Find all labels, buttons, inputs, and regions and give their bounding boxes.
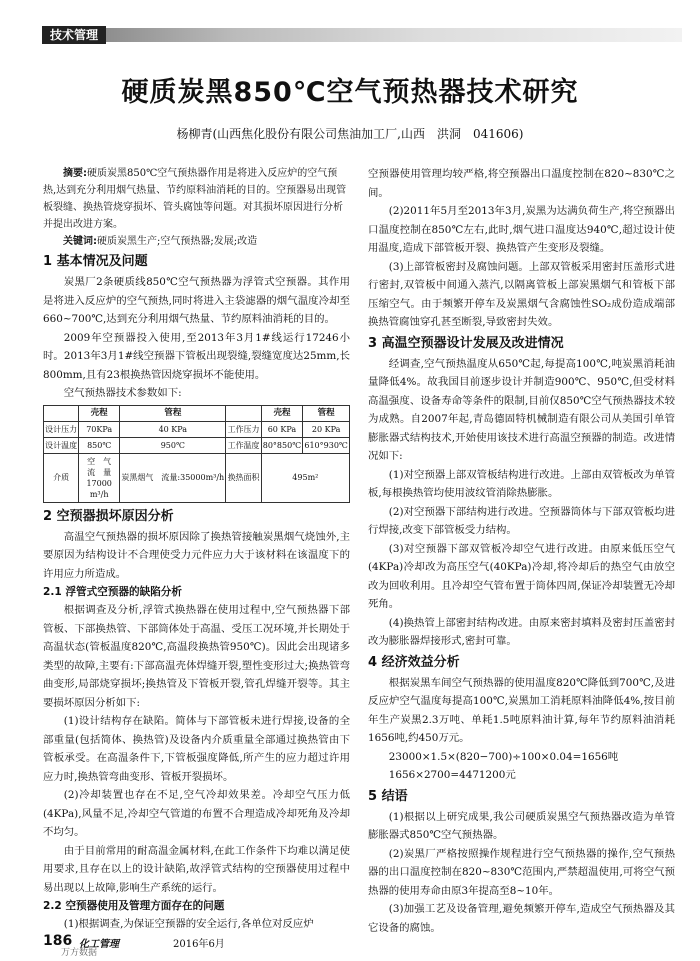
table-cell: 设计温度 (44, 437, 79, 453)
abstract (43, 165, 350, 233)
table-header-cell (44, 405, 79, 421)
formula: 1656×2700=4471200元 (388, 769, 516, 781)
table-cell: 20 KPa (303, 421, 350, 437)
keywords-text: 硬质炭黑生产;空气预热器;发展;改造 (97, 236, 258, 247)
paragraph: (2)冷却装置也存在不足,空气冷却效果差。冷却空气压力低(4KPa),风量不足,冷却空气管道的布置不合理造成冷却死角及冷却不均匀。 (43, 789, 350, 838)
page-footer (43, 931, 683, 958)
paragraph: 根据炭黑车间空气预热器的使用温度820℃降低到700℃,及进反应炉空气温度每提高100℃,炭黑加工消耗原料油降低4%,按目前年生产炭黑2.3万吨、单耗1.5吨原料油计算,每年节约原料油消耗1656吨,约450万元。 (368, 676, 675, 744)
abstract-text: 硬质炭黑850℃空气预热器作用是将进入反应炉的空气预热,达到充分利用烟气热量、节约原料油消耗的目的。空预器易出现管板裂缝、换热管烧穿损坏、管头腐蚀等问题。对其损坏原因进行分析并提出改进方案。 (43, 168, 347, 230)
formula: 23000×1.5×(820−700)÷100×0.04=1656吨 (388, 750, 619, 763)
table-header-cell: 壳程 (261, 405, 303, 421)
table-header-cell (226, 405, 261, 421)
author-line: 杨柳青(山西焦化股份有限公司焦油加工厂,山西 洪洞 041606) (176, 127, 524, 141)
paragraph: (1)设计结构存在缺陷。简体与下部管板未进行焊接,设备的全部重量(包括简体、换热管)及设备内介质重量全部通过换热管由下管板承受。在高温条件下,下管板强度降低,所产生的应力超过许用应力时,换热管弯曲变形、管板开裂损坏。 (43, 715, 350, 783)
paragraph: 炭黑厂2条硬质线850℃空气预热器为浮管式空预器。其作用是将进入反应炉的空气预热,同时将进入主袋滤器的烟气温度冷却至660~700℃,达到充分利用烟气热量、节约原料油消耗的目的。 (43, 276, 350, 325)
section-4-title: 4 经济效益分析 (368, 654, 460, 670)
table-cell: 设计压力 (44, 421, 79, 437)
section-5-title: 5 结语 (368, 788, 408, 804)
table-header-cell: 管程 (303, 405, 350, 421)
paragraph: 空气预热器技术参数如下: (63, 387, 182, 399)
table-row (44, 453, 350, 502)
paragraph: 高温空气预热器的损坏原因除了换热管接触炭黑烟气烧蚀外,主要原因为结构设计不合理使受力元件应力大于该材料在该温度下的许用应力所造成。 (43, 530, 350, 580)
paragraph: (3)对空预器下部双管板冷却空气进行改进。由原来低压空气(4KPa)冷却改为高压空气(40KPa)冷却,将冷却后的热空气由放空改为回收利用。且冷却空气管布置于筒体四周,保证冷却装置无冷却死角。 (368, 542, 675, 610)
table-cell: 炭黑烟气 流量:35000m³/h (120, 453, 226, 502)
journal-name: 化工管理 (79, 939, 119, 950)
table-cell: 70KPa (79, 421, 120, 437)
table-header-row (44, 405, 350, 421)
watermark: 万方数据 (61, 948, 98, 958)
table-cell: 850℃ (79, 437, 120, 453)
table-cell: 40 KPa (120, 421, 226, 437)
abstract-label: 摘要: (63, 168, 87, 179)
section-1-title: 1 基本情况及问题 (43, 254, 148, 269)
keywords-label: 关键词: (63, 236, 97, 247)
paragraph: (2)炭黑厂严格按照操作规程进行空气预热器的操作,空气预热器的出口温度控制在820~830℃范围内,严禁超温使用,可将空气预热器的使用寿命由原3年提高至8~10年。 (368, 847, 675, 897)
article-title: 硬质炭黑850℃空气预热器技术研究 (121, 77, 579, 108)
table-cell: 换热面积 (226, 453, 261, 502)
table-cell: 950℃ (120, 437, 226, 453)
section-2-title: 2 空预器损坏原因分析 (43, 508, 174, 524)
paragraph: (2)2011年5月至2013年3月,炭黑为达满负荷生产,将空预器出口温度控制在850℃左右,此时,烟气进口温度达940℃,超过设计使用温度,造成下部管板开裂、换热管产生变形及裂缝。 (368, 205, 675, 254)
table-cell: 工作温度 (226, 437, 261, 453)
section-2-1-title: 2.1 浮管式空预器的缺陷分析 (43, 586, 182, 598)
page-header (0, 0, 700, 46)
paragraph: (4)换热管上部密封结构改进。由原来密封填料及密封压盖密封改为膨胀器焊接形式,密封可靠。 (368, 616, 675, 647)
paragraph: (3)上部管板密封及腐蚀问题。上部双管板采用密封压盖形式进行密封,双管板中间通入蒸汽,以隔离管板上部炭黑烟气和管板下部压缩空气。由于频繁开停车及炭黑烟气含腐蚀性SO₂成份造成端部换热管腐蚀穿孔甚至断裂,导致密封失效。 (368, 260, 675, 328)
table-header-cell: 壳程 (79, 405, 120, 421)
table-cell: 介质 (44, 453, 79, 502)
paragraph: 经调查,空气预热温度从650℃起,每提高100℃,吨炭黑消耗油量降低4%。故我国目前逐步设计并制造900℃、950℃,但受材料高温强度、设备寿命等条件的限制,目前仅850℃空气预热器技术较为成熟。自2007年起,青岛德固特机械制造有限公司从美国引单管膨胀器式结构技术,开始使用该技术进行高温空预器的制造。改进情况如下: (368, 357, 675, 462)
table-cell: 610°930℃ (303, 437, 350, 453)
issue-date: 2016年6月 (173, 939, 225, 950)
table-header-cell: 管程 (120, 405, 226, 421)
paragraph: 2009年空预器投入使用,至2013年3月1#线运行17246小时。2013年3月1#线空预器下管板出现裂缝,裂缝宽度达25mm,长800mm,且有23根换热管因烧穿损坏不能使用。 (43, 331, 350, 381)
paragraph: (1)对空预器上部双管板结构进行改进。上部由双管板改为单管板,每根换热管均使用波纹管消除热膨胀。 (368, 468, 675, 499)
table-row (44, 437, 350, 453)
paragraph: (3)加强工艺及设备管理,避免频繁开停车,造成空气预热器及其它设备的腐蚀。 (368, 903, 675, 934)
keywords (43, 233, 350, 250)
paragraph: 由于目前常用的耐高温金属材料,在此工作条件下均难以满足使用要求,且存在以上的设计缺陷,故浮管式结构的空预器使用过程中易出现以上故障,影响生产系统的运行。 (43, 844, 350, 894)
right-column (368, 165, 675, 937)
parameter-table (43, 405, 350, 503)
header-gradient-bar (42, 28, 682, 42)
table-cell: 495m² (261, 453, 349, 502)
page-number: 186 (43, 933, 73, 949)
paragraph: 空预器使用管理均较严格,将空预器出口温度控制在820~830℃之间。 (368, 168, 675, 199)
table-cell: 60 KPa (261, 421, 303, 437)
table-cell: 工作压力 (226, 421, 261, 437)
left-column (43, 165, 350, 934)
table-row (44, 421, 350, 437)
paragraph: (2)对空预器下部结构进行改进。空预器筒体与下部双管板均进行焊接,改变下部管板受力结构。 (368, 505, 675, 536)
paragraph: 根据调查及分析,浮管式换热器在使用过程中,空气预热器下部管板、下部换热管、下部筒体处于高温、受压工况环境,并长期处于高温状态(管板温度820℃,高温段换热管950℃)。因此会出现诸多类型的故障,主要有:下部高温壳体焊缝开裂,塑性变形过大;换热管弯曲变形,局部烧穿损坏;换热管及下管板开裂,管孔焊缝开裂等。其主要损坏原因分析如下: (43, 604, 350, 709)
paragraph: (1)根据调查,为保证空预器的安全运行,各单位对反应炉 (63, 918, 314, 930)
paragraph: (1)根据以上研究成果,我公司硬质炭黑空气预热器改造为单管膨胀器式850℃空气预热器。 (368, 810, 675, 841)
table-cell: 80°850℃ (261, 437, 303, 453)
section-2-2-title: 2.2 空预器使用及管理方面存在的问题 (43, 900, 225, 912)
section-tag: 技术管理 (42, 26, 106, 44)
section-3-title: 3 高温空预器设计发展及改进情况 (368, 335, 564, 351)
table-cell: 空 气 流 量 17000 m³/h (79, 453, 120, 502)
